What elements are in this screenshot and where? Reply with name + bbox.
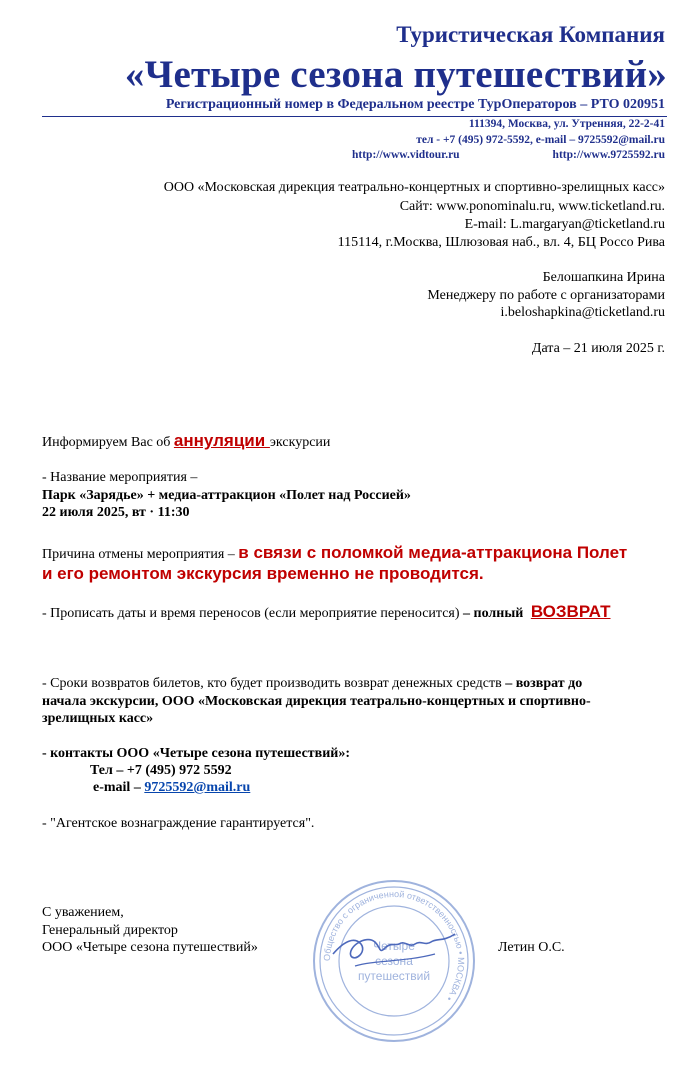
reason-text-1: в связи с поломкой медиа-аттракциона Полет (238, 543, 628, 562)
transfer-bold: – полный (463, 606, 527, 621)
letterhead-site-2[interactable]: http://www.9725592.ru (552, 149, 665, 161)
refund-line-1 (42, 676, 582, 692)
recipient-org: ООО «Московская дирекция театрально-концертных и спортивно-зрелищных касс» (163, 180, 665, 195)
signature-title: Генеральный директор (42, 923, 178, 938)
letterhead-contacts: тел - +7 (495) 972-5592, e-mail – 9725592@mail.ru (416, 134, 665, 146)
letterhead-divider (42, 116, 667, 117)
event-name: Парк «Зарядье» + медиа-аттракцион «Полет над Россией» (42, 488, 411, 503)
letter-date: Дата – 21 июля 2025 г. (531, 341, 665, 356)
inform-suffix: экскурсии (269, 435, 331, 450)
transfer-line (42, 602, 611, 622)
reason-label: Причина отмены мероприятия – (42, 547, 239, 562)
event-label: - Название мероприятия – (42, 470, 198, 485)
signature-name: Летин О.С. (498, 940, 565, 955)
reason-line-1 (42, 543, 627, 563)
stamp-ring-text: Общество с ограниченной ответственностью • МОСКВА • (321, 888, 467, 1003)
letterhead-registry: Регистрационный номер в Федеральном реестре ТурОператоров – РТО 020951 (165, 97, 665, 112)
letterhead-company-type: Туристическая Компания (396, 22, 665, 47)
refund-line-3: зрелищных касс» (42, 711, 154, 726)
refund-word: ВОЗВРАТ (530, 602, 611, 621)
refund-bold: – возврат до (505, 676, 583, 691)
stamp-center-1: Четыре (373, 939, 415, 953)
refund-text: - Сроки возвратов билетов, кто будет производить возврат денежных средств (42, 676, 506, 691)
recipient-sites: Сайт: www.ponominalu.ru, www.ticketland.ru. (399, 199, 665, 214)
letterhead-company-name: «Четыре сезона путешествий» (124, 53, 667, 96)
stamp-center-3: путешествий (357, 969, 431, 983)
contacts-label: - контакты ООО «Четыре сезона путешествий»: (42, 746, 351, 761)
stamp-center-2: сезона (375, 954, 413, 968)
contacts-email-line (93, 780, 250, 796)
contacts-email-label: e-mail – (93, 780, 145, 795)
signature-org: ООО «Четыре сезона путешествий» (42, 940, 258, 955)
letterhead-site-1[interactable]: http://www.vidtour.ru (352, 149, 460, 161)
recipient-email: E-mail: L.margaryan@ticketland.ru (464, 217, 665, 232)
contacts-email-link[interactable]: 9725592@mail.ru (144, 780, 251, 795)
annulment-word: аннуляции (173, 431, 270, 450)
transfer-text: - Прописать даты и время переносов (если мероприятие переносится) (42, 606, 464, 621)
recipient-person-email: i.beloshapkina@ticketland.ru (500, 305, 665, 320)
agent-reward: - "Агентское вознаграждение гарантируется". (42, 816, 315, 831)
contacts-tel: Тел – +7 (495) 972 5592 (90, 763, 232, 778)
inform-line (42, 431, 330, 451)
recipient-position: Менеджеру по работе с организаторами (427, 288, 665, 303)
event-date: 22 июля 2025, вт · 11:30 (42, 505, 190, 520)
signature-regards: С уважением, (42, 905, 124, 920)
letterhead-address: 111394, Москва, ул. Утренняя, 22-2-41 (468, 118, 665, 130)
reason-text-2: и его ремонтом экскурсия временно не проводится. (42, 564, 484, 583)
stamp-graphic (315, 882, 473, 1040)
recipient-address: 115114, г.Москва, Шлюзовая наб., вл. 4, БЦ Россо Рива (337, 235, 665, 250)
refund-line-2: начала экскурсии, ООО «Московская дирекция театрально-концертных и спортивно- (42, 694, 591, 709)
inform-prefix: Информируем Вас об (42, 435, 174, 450)
recipient-person: Белошапкина Ирина (542, 270, 665, 285)
company-stamp (313, 880, 475, 1042)
